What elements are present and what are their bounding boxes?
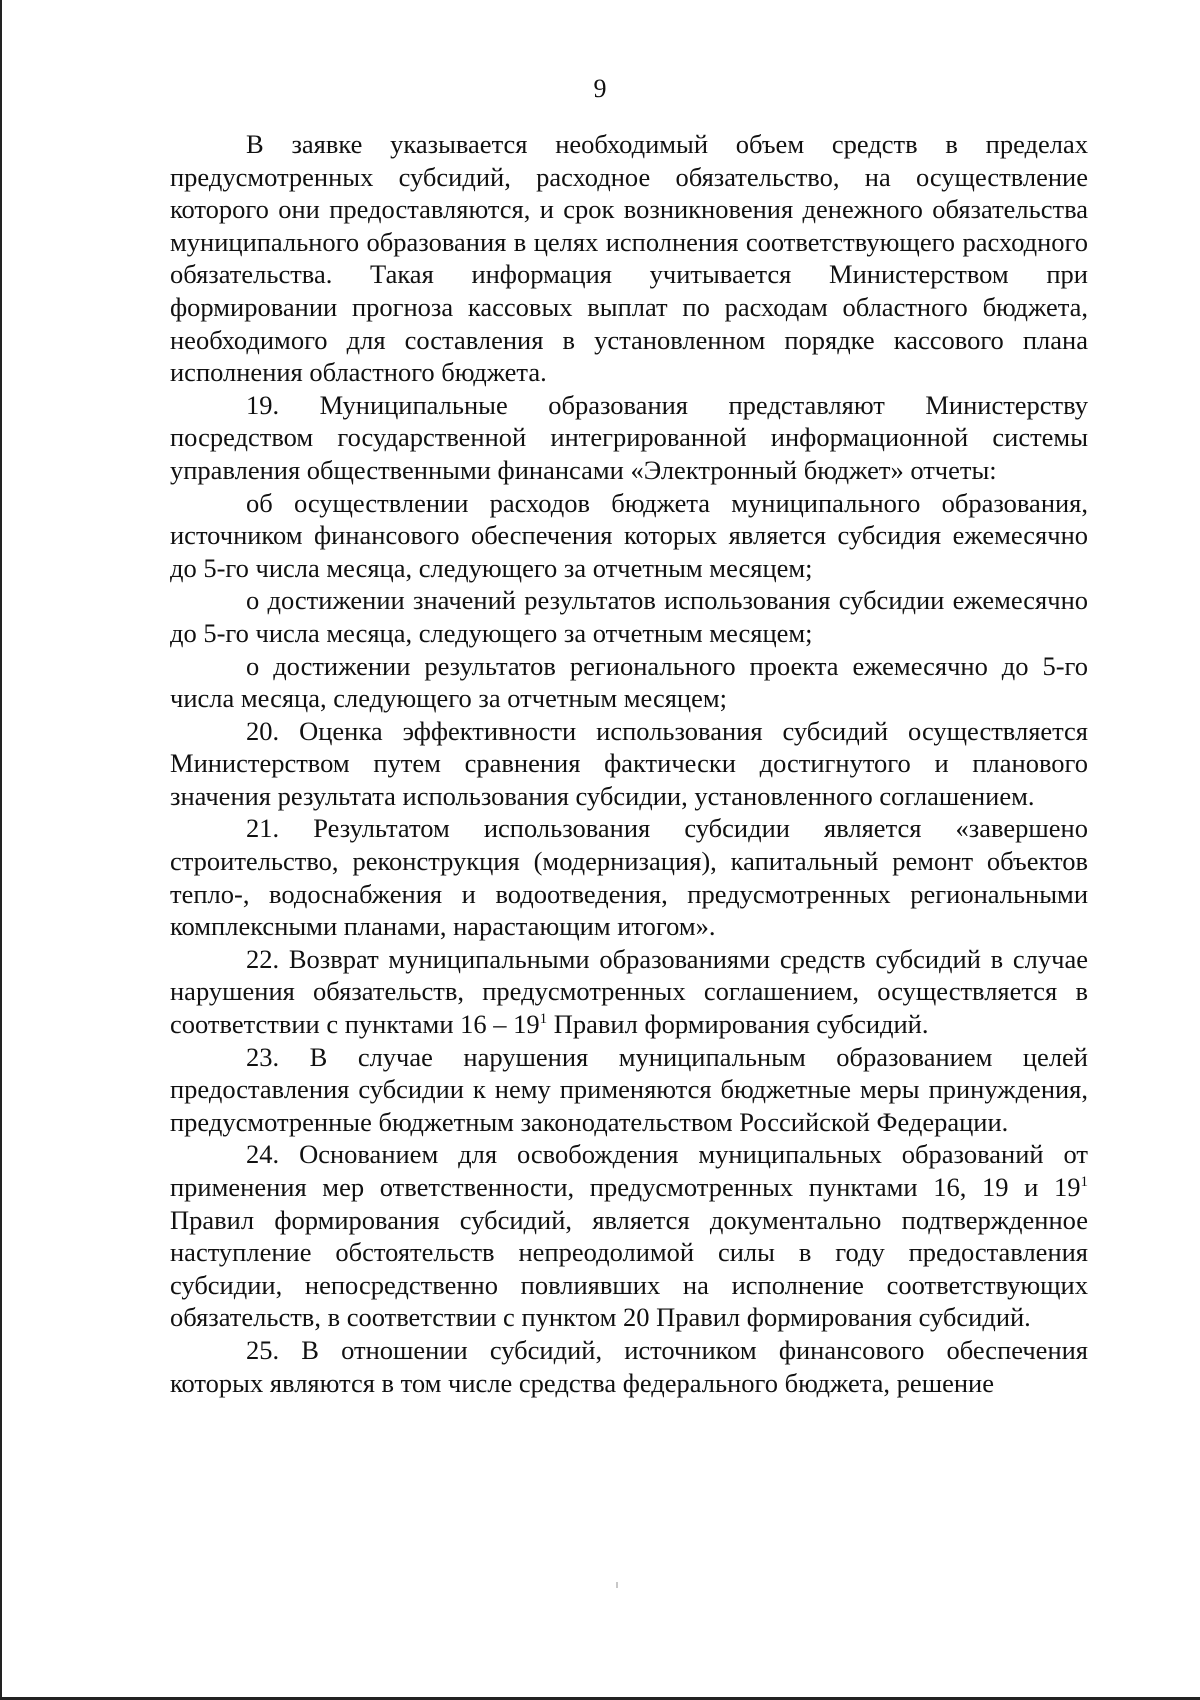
scan-speck bbox=[616, 1582, 618, 1588]
page-number: 9 bbox=[593, 74, 607, 103]
paragraph-report-expenses: об осуществлении расходов бюджета муниципального образования, источником финансового обеспечения которых является субсидия ежемесячно до 5-го числа месяца, следующего за отчетным месяцем; bbox=[170, 487, 1088, 583]
superscript-one: 1 bbox=[539, 1011, 548, 1028]
paragraph-22-text-after: Правил формирования субсидий. bbox=[547, 1009, 929, 1040]
paragraph-22-text-before: 22. Возврат муниципальными образованиями средств субсидий в случае нарушения обязательств, предусмотренных соглашением, осуществляется в соответствии с пунктами 16 – 19 bbox=[170, 943, 1088, 1040]
paragraph-24-text-before: 24. Основанием для освобождения муниципальных образований от применения мер ответственности, предусмотренных пунктами 16, 19 и 19 bbox=[170, 1139, 1088, 1202]
superscript-one: 1 bbox=[1080, 1174, 1088, 1190]
paragraph-22-refund bbox=[170, 943, 1088, 1041]
page-body bbox=[170, 128, 1088, 1399]
paragraph-19-reports: 19. Муниципальные образования представляют Министерству посредством государственной интегрированной информационной системы управления общественными финансами «Электронный бюджет» отчеты: bbox=[170, 389, 1088, 485]
paragraph-20-efficiency: 20. Оценка эффективности использования субсидий осуществляется Министерством путем сравнения фактически достигнутого и планового значения результата использования субсидии, установленного соглашением. bbox=[170, 715, 1088, 811]
paragraph-25-federal-funds: 25. В отношении субсидий, источником финансового обеспечения которых являются в том числе средства федерального бюджета, решение bbox=[170, 1334, 1088, 1398]
scan-edge-left bbox=[0, 0, 2, 1700]
paragraph-report-regional-project: о достижении результатов регионального проекта ежемесячно до 5-го числа месяца, следующего за отчетным месяцем; bbox=[170, 650, 1088, 714]
paragraph-23-enforcement: 23. В случае нарушения муниципальным образованием целей предоставления субсидии к нему применяются бюджетные меры принуждения, предусмотренные бюджетным законодательством Российской Федерации. bbox=[170, 1041, 1088, 1137]
paragraph-application-info: В заявке указывается необходимый объем средств в пределах предусмотренных субсидий, расходное обязательство, на осуществление которого они предоставляются, и срок возникновения денежного обязательства муниципального образования в целях исполнения соответствующего расходного обязательства. Такая информация учитывается Министерством при формировании прогноза кассовых выплат по расходам областного бюджета, необходимого для составления в установленном порядке кассового плана исполнения областного бюджета. bbox=[170, 129, 1088, 388]
paragraph-24-text-after: Правил формирования субсидий, является документально подтвержденное наступление обстоятельств непреодолимой силы в году предоставления субсидии, непосредственно повлиявших на исполнение соответствующих обязательств, в соответствии с пунктом 20 Правил формирования субсидий. bbox=[170, 1204, 1088, 1333]
paragraph-24-force-majeure bbox=[170, 1138, 1088, 1334]
paragraph-21-result: 21. Результатом использования субсидии является «завершено строительство, реконструкция (модернизация), капитальный ремонт объектов тепло-, водоснабжения и водоотведения, предусмотренных региональными комплексными планами, нарастающим итогом». bbox=[170, 813, 1088, 942]
paragraph-report-result-values: о достижении значений результатов использования субсидии ежемесячно до 5-го числа месяца, следующего за отчетным месяцем; bbox=[170, 585, 1088, 648]
